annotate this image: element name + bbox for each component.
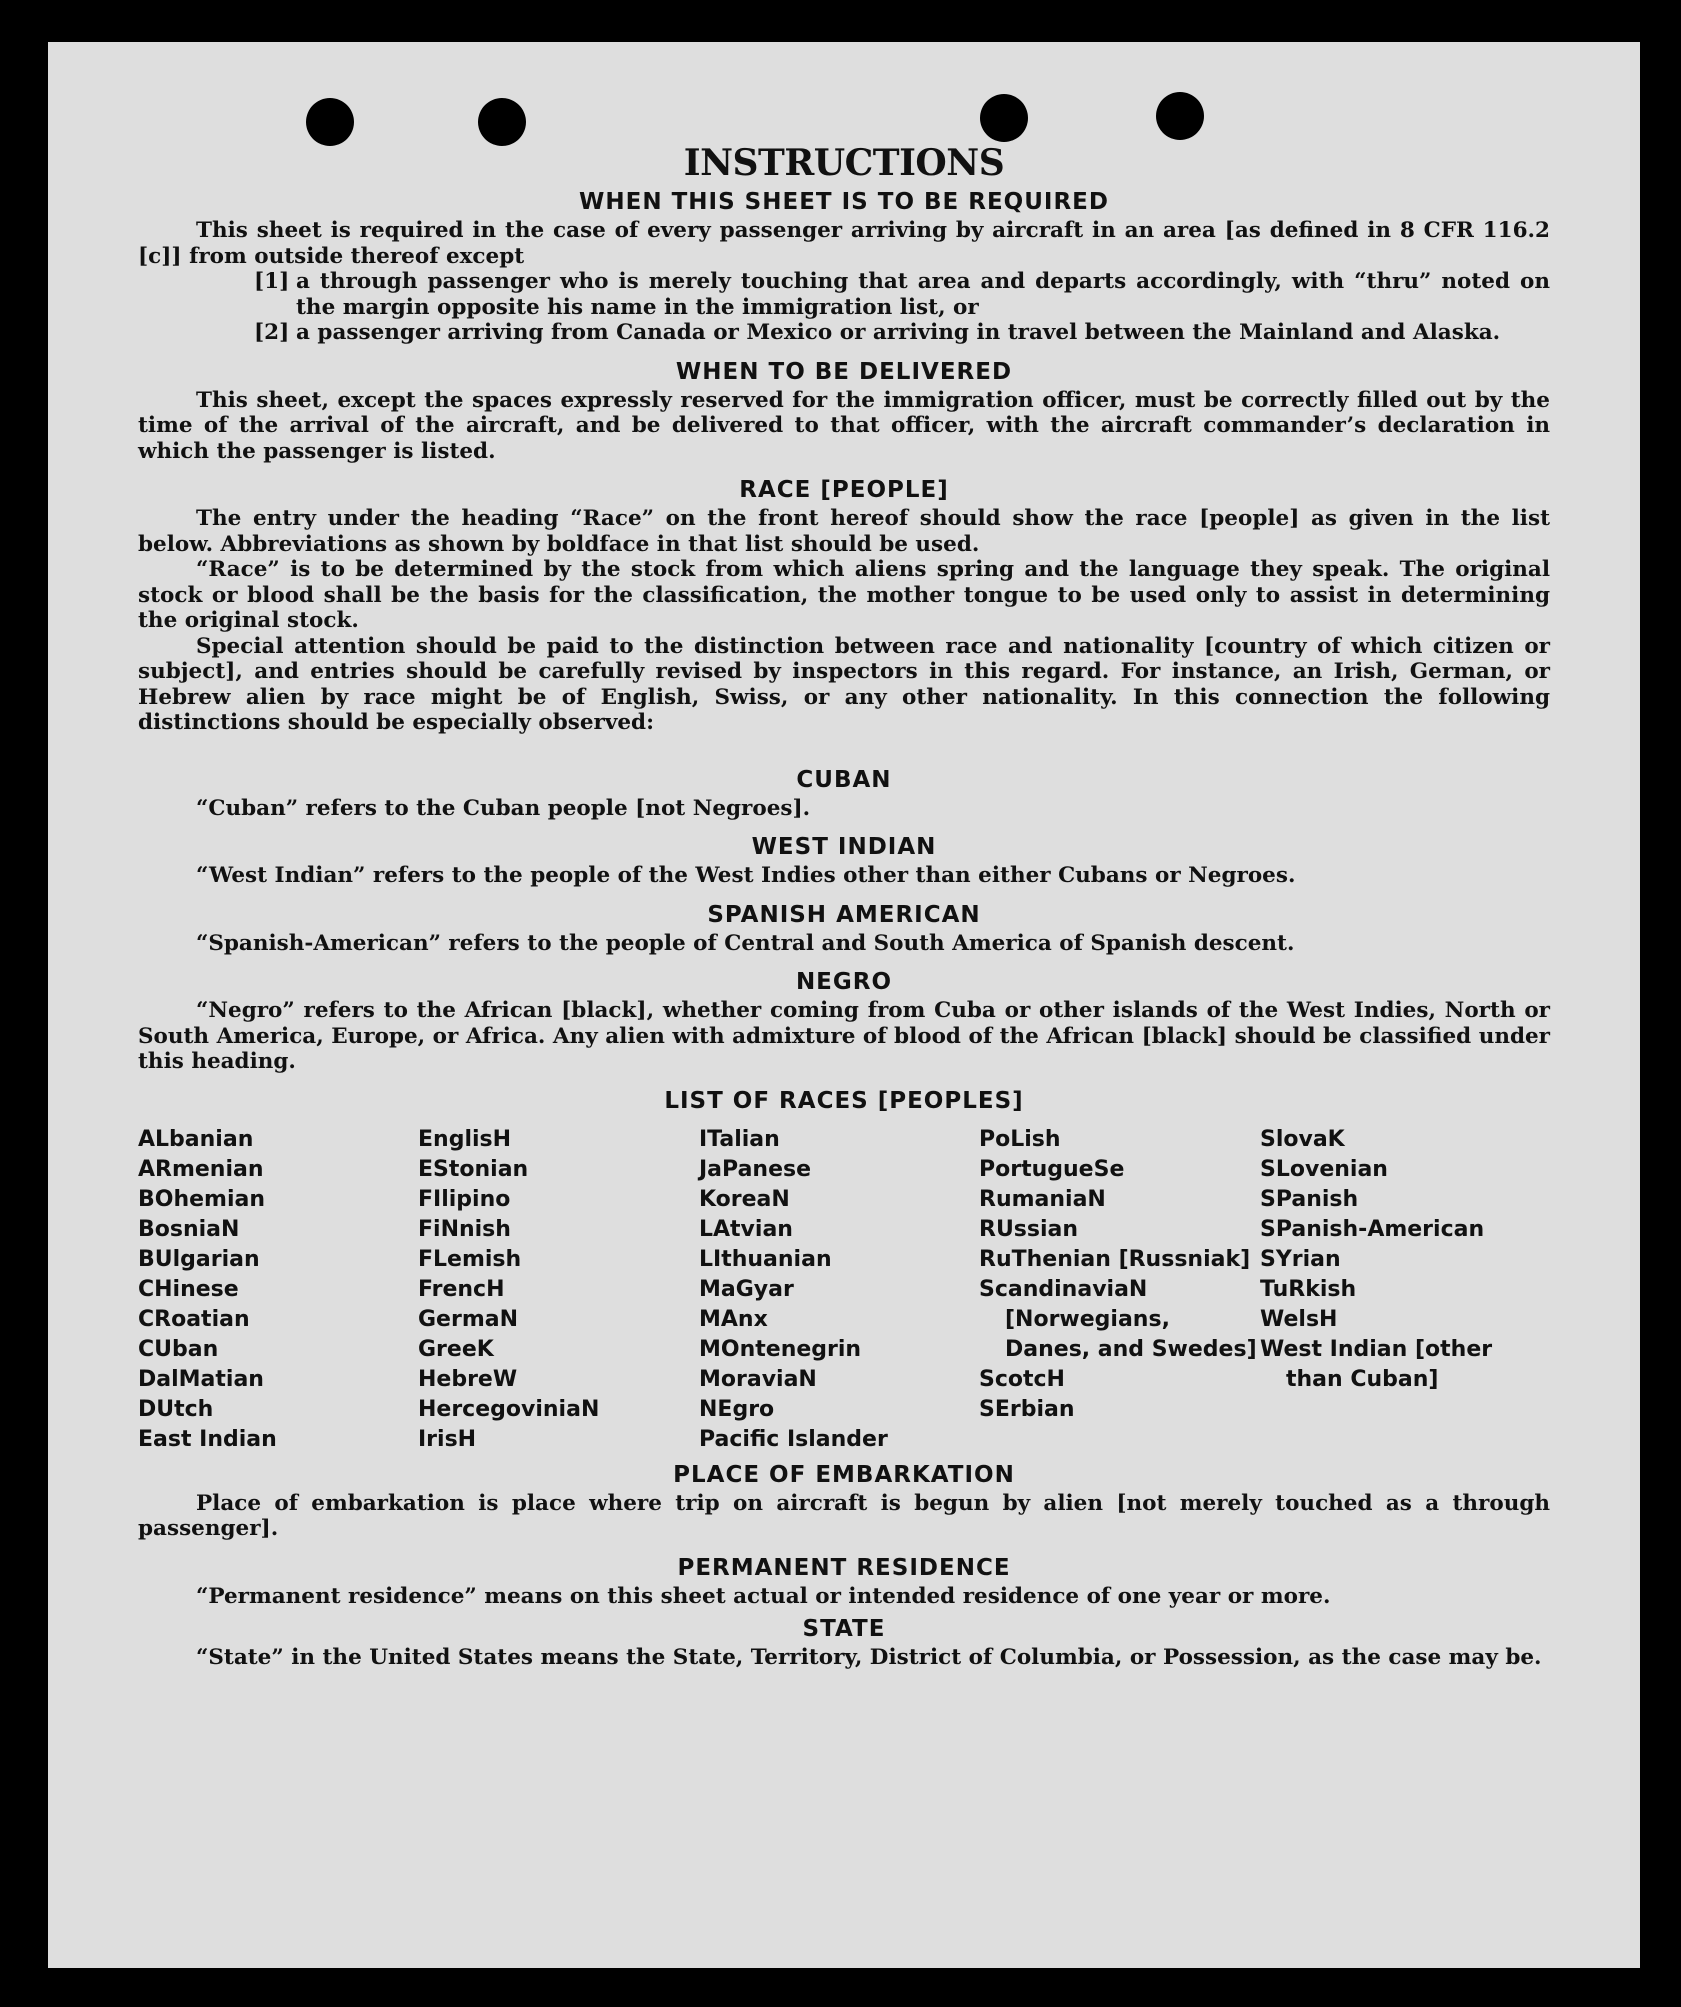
section-heading-list-of-races: LIST OF RACES [PEOPLES] — [664, 1087, 1024, 1114]
required-intro: This sheet is required in the case of every passenger arriving by aircraft in an area [as defined in 8 CFR 116.2 [c]] from outside thereof except — [138, 218, 1550, 269]
race-entry: BUlgarian — [138, 1246, 260, 1272]
race-entry: MOntenegrin — [699, 1336, 862, 1362]
race-entry: EStonian — [418, 1156, 529, 1182]
race-entry: SLovenian — [1260, 1156, 1388, 1182]
race-entry: ALbanian — [138, 1126, 254, 1152]
race-entry: MoraviaN — [699, 1366, 817, 1392]
race-entry: Pacific Islander — [699, 1426, 888, 1452]
race-entry: GermaN — [418, 1306, 519, 1332]
residence-text: “Permanent residence” means on this sheet actual or intended residence of one year or more. — [196, 1583, 1331, 1609]
list-item — [254, 320, 1550, 346]
race-entry: PortugueSe — [979, 1156, 1125, 1182]
race-entry: CHinese — [138, 1276, 239, 1302]
item-text: a through passenger who is merely touching that area and departs accordingly, with “thru” noted on the margin opposite his name in the immigration list, or — [296, 269, 1550, 320]
race-entry: LIthuanian — [699, 1246, 832, 1272]
item-text: a passenger arriving from Canada or Mexico or arriving in travel between the Mainland and Alaska. — [296, 320, 1501, 345]
document-page — [48, 42, 1640, 1968]
section-heading-required: WHEN THIS SHEET IS TO BE REQUIRED — [579, 189, 1109, 215]
race-entry: ScandinaviaN [Norwegians, Danes, and Swedes] — [979, 1276, 1257, 1362]
race-entry: BOhemian — [138, 1186, 266, 1212]
race-entry: MaGyar — [699, 1276, 794, 1302]
west-indian-text: “West Indian” refers to the people of the West Indies other than either Cubans or Negroes. — [196, 863, 1296, 888]
race-entry: FrencH — [418, 1276, 505, 1302]
race-entry: CUban — [138, 1336, 219, 1362]
race-entry: East Indian — [138, 1426, 277, 1452]
race-paragraph: The entry under the heading “Race” on the front hereof should show the race [people] as given in the list below. Abbreviations as shown by boldface in that list should be used. — [138, 506, 1550, 557]
race-entry: RUssian — [979, 1216, 1079, 1242]
cuban-text: “Cuban” refers to the Cuban people [not Negroes]. — [196, 795, 811, 821]
section-heading-spanish-american: SPANISH AMERICAN — [707, 901, 981, 928]
race-entry: HercegoviniaN — [418, 1396, 600, 1422]
page-title: INSTRUCTIONS — [683, 142, 1005, 184]
race-entry: NEgro — [699, 1396, 775, 1422]
item-number: [1] — [254, 269, 290, 294]
race-column — [1260, 1125, 1520, 1455]
race-entry: SErbian — [979, 1396, 1075, 1422]
race-column — [699, 1125, 979, 1455]
race-entry: ITalian — [699, 1126, 780, 1152]
race-entry: LAtvian — [699, 1216, 793, 1242]
embarkation-text: Place of embarkation is place where trip on aircraft is begun by alien [not merely touched as a through passenger]. — [138, 1490, 1550, 1541]
section-heading-negro: NEGRO — [795, 969, 893, 995]
negro-text: “Negro” refers to the African [black], whether coming from Cuba or other islands of the West Indies, North or South America, Europe, or Africa. Any alien with admixture of blood of the African [black] should be classified under this heading. — [138, 998, 1550, 1074]
race-paragraph: “Race” is to be determined by the stock from which aliens spring and the language they speak. The original stock or blood shall be the basis for the classification, the mother tongue to be used only to assist in determining the original stock. — [138, 557, 1550, 633]
race-entry: DalMatian — [138, 1366, 264, 1392]
item-number: [2] — [254, 320, 290, 345]
section-heading-residence: PERMANENT RESIDENCE — [677, 1554, 1011, 1581]
section-heading-cuban: CUBAN — [796, 766, 892, 793]
race-entry: SPanish-American — [1260, 1216, 1485, 1242]
race-entry: PoLish — [979, 1126, 1061, 1152]
section-heading-race: RACE [PEOPLE] — [739, 477, 949, 503]
race-entry: ScotcH — [979, 1366, 1065, 1392]
section-heading-delivered: WHEN TO BE DELIVERED — [675, 358, 1013, 385]
document-content — [138, 140, 1550, 1671]
race-entry: FLemish — [418, 1246, 522, 1272]
race-entry: MAnx — [699, 1306, 768, 1332]
race-column — [979, 1125, 1260, 1455]
race-entry: BosniaN — [138, 1216, 240, 1242]
race-entry: IrisH — [418, 1426, 477, 1452]
race-entry: FIlipino — [418, 1186, 511, 1212]
race-entry: GreeK — [418, 1336, 494, 1362]
race-list — [138, 1125, 1550, 1455]
punch-hole — [478, 98, 526, 146]
race-entry: DUtch — [138, 1396, 214, 1422]
delivered-text: This sheet, except the spaces expressly reserved for the immigration officer, must be correctly filled out by the time of the arrival of the aircraft, and be delivered to that officer, with the aircraft commander’s declaration in which the passenger is listed. — [138, 387, 1550, 464]
race-column — [418, 1125, 699, 1455]
race-paragraph: Special attention should be paid to the distinction between race and nationality [country of which citizen or subject], and entries should be carefully revised by inspectors in this regard. For instance, an Irish, German, or Hebrew alien by race might be of English, Swiss, or any other nationality. In this connection the following distinctions should be especially observed: — [138, 633, 1550, 735]
race-entry: WelsH — [1260, 1306, 1338, 1332]
punch-hole — [1156, 92, 1204, 140]
race-entry: KoreaN — [699, 1186, 790, 1212]
list-item — [254, 269, 1550, 320]
race-entry: EnglisH — [418, 1126, 512, 1152]
race-entry: SPanish — [1260, 1186, 1359, 1212]
punch-hole — [306, 98, 354, 146]
race-entry: RuThenian [Russniak] — [979, 1246, 1251, 1272]
race-entry: SYrian — [1260, 1246, 1341, 1272]
race-entry: SlovaK — [1260, 1126, 1345, 1152]
section-heading-state: STATE — [802, 1616, 886, 1642]
race-entry: HebreW — [418, 1366, 518, 1392]
race-entry: TuRkish — [1260, 1276, 1357, 1302]
section-heading-west-indian: WEST INDIAN — [751, 834, 937, 860]
race-column — [138, 1125, 418, 1455]
state-text: “State” in the United States means the State, Territory, District of Columbia, or Possession, as the case may be. — [196, 1645, 1542, 1670]
race-entry: CRoatian — [138, 1306, 250, 1332]
race-entry: RumaniaN — [979, 1186, 1106, 1212]
race-entry: ARmenian — [138, 1156, 264, 1182]
race-entry: West Indian [other than Cuban] — [1260, 1336, 1493, 1392]
punch-hole — [980, 94, 1028, 142]
race-entry: FiNnish — [418, 1216, 511, 1242]
section-heading-embarkation: PLACE OF EMBARKATION — [673, 1461, 1015, 1488]
race-entry: JaPanese — [699, 1156, 812, 1182]
spanish-american-text: “Spanish-American” refers to the people of Central and South America of Spanish descent. — [196, 930, 1295, 956]
